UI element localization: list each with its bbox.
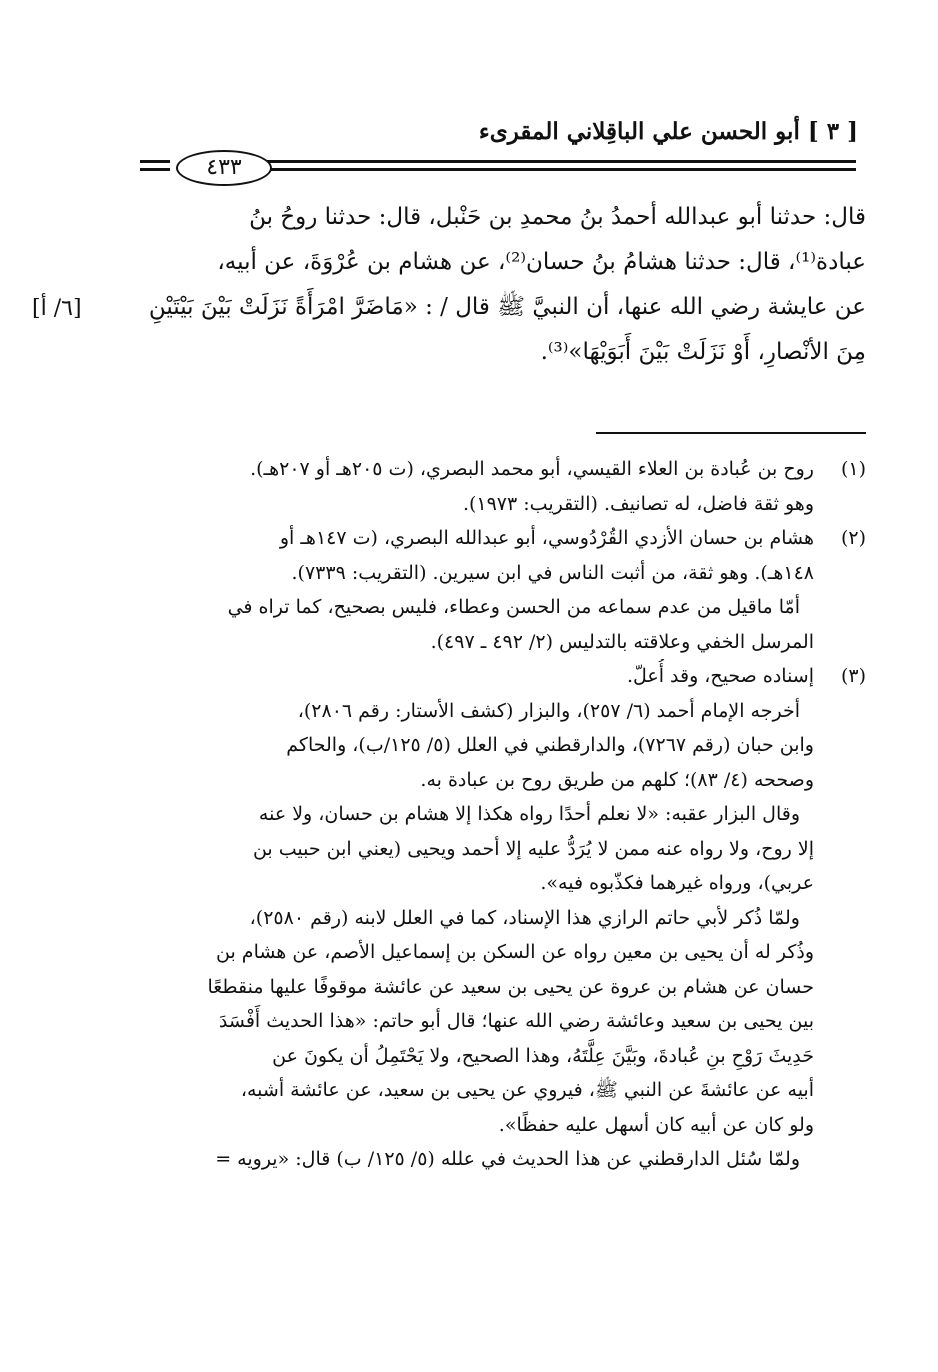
footnote-number: (٢) (840, 527, 866, 549)
footnote (138, 659, 866, 1177)
footnote-line: حسان عن هشام بن عروة عن يحيى بن سعيد عن عائشة موقوفًا عليها منقطعًا (207, 975, 814, 998)
footnote-line: إلا روح، ولا رواه عنه ممن لا يُرَدُّ عليه إلا أحمد ويحيى (يعني ابن حبيب بن (252, 837, 814, 860)
footnote-line: ولو كان عن أبيه كان أسهل عليه حفظًا». (498, 1113, 814, 1136)
footnote-line: ولمّا ذُكر لأبي حاتم الرازي هذا الإسناد، كما في العلل لابنه (رقم ٢٥٨٠)، (249, 906, 800, 929)
footnote-line: وهو ثقة فاضل، له تصانيف. (التقريب: ١٩٧٣). (462, 492, 814, 515)
footnote-number: (٣) (840, 665, 866, 687)
footnote (138, 452, 866, 521)
header-rule-left (140, 160, 170, 163)
running-head: [ ٣ ] أبو الحسن علي الباقِلاني المقرىء (478, 118, 858, 145)
footnote-line: أخرجه الإمام أحمد (٦/ ٢٥٧)، والبزار (كشف الأستار: رقم ٢٨٠٦)، (297, 699, 800, 722)
footnote-line: وصححه (٤/ ٨٣)؛ كلهم من طريق روح بن عبادة به. (420, 768, 814, 791)
main-text (138, 195, 866, 375)
footnotes (138, 452, 866, 1177)
footnote (138, 521, 866, 659)
main-text-line: عبادة⁽¹⁾، قال: حدثنا هشامُ بنُ حسان⁽²⁾، عن هشام بن عُرْوَةَ، عن أبيه، (217, 249, 866, 275)
footnote-separator (596, 432, 866, 434)
footnote-line: أمّا ماقيل من عدم سماعه من الحسن وعطاء، فليس بصحيح، كما تراه في (227, 596, 800, 618)
footnote-line: بين يحيى بن سعيد وعائشة رضي الله عنها؛ قال أبو حاتم: «هذا الحديث أَفْسَدَ (218, 1010, 814, 1032)
footnote-line: المرسل الخفي وعلاقته بالتدليس (٢/ ٤٩٢ ـ ٤٩٧). (430, 630, 814, 653)
header-rule (266, 160, 856, 163)
footnote-line: وقال البزار عقبه: «لا نعلم أحدًا رواه هكذا إلا هشام بن حسان، ولا عنه (258, 803, 800, 825)
footnote-line: ولمّا سُئل الدارقطني عن هذا الحديث في علله (٥/ ١٢٥/ ب) قال: «يرويه = (215, 1148, 800, 1170)
footnote-line: إسناده صحيح، وقد أُعلّ. (626, 665, 814, 687)
main-text-line: مِنَ الأنْصارِ، أَوْ نَزَلَتْ بَيْنَ أَبَوَيْهَا»⁽³⁾. (540, 339, 866, 365)
manuscript-folio-ref: [٦/ أ] (32, 296, 82, 321)
footnote-number: (١) (840, 458, 866, 480)
footnote-line: وابن حبان (رقم ٧٢٦٧)، والدارقطني في العلل (٥/ ١٢٥/ب)، والحاكم (286, 734, 814, 756)
footnote-line: وذُكر له أن يحيى بن معين رواه عن السكن بن إسماعيل الأصم، عن هشام بن (216, 941, 814, 963)
footnote-line: هشام بن حسان الأزدي القُرْدُوسي، أبو عبدالله البصري، (ت ١٤٧هـ أو (279, 527, 814, 549)
page-number: ٤٣٣ (176, 150, 272, 186)
footnote-line: حَدِيثَ رَوْحِ بنِ عُبادةَ، وبَيَّنَ عِلَّتَهُ، وهذا الصحيح، ولا يَحْتَمِلُ أن يكونَ عن (272, 1044, 814, 1067)
header-rule-left (140, 168, 170, 171)
footnote-line: عربي)، ورواه غيرهما فكذّبوه فيه». (540, 872, 814, 894)
footnote-line: أبيه عن عائشةَ عن النبي ﷺ، فيروي عن يحيى بن سعيد، عن عائشة أشبه، (240, 1079, 814, 1101)
footnote-line: ١٤٨هـ). وهو ثقة، من أثبت الناس في ابن سيرين. (التقريب: ٧٣٣٩). (291, 561, 814, 584)
main-text-line: قال: حدثنا أبو عبدالله أحمدُ بنُ محمدِ بن حَنْبل، قال: حدثنا روحُ بنُ (249, 204, 866, 230)
header-rule (266, 168, 856, 171)
footnote-line: روح بن عُبادة بن العلاء القيسي، أبو محمد البصري، (ت ٢٠٥هـ أو ٢٠٧هـ). (250, 458, 814, 480)
main-text-line: عن عايشة رضي الله عنها، أن النبيَّ ﷺ قال / : «مَاضَرَّ امْرَأَةً نَزَلَتْ بَيْنَ بَيْتَيْنِ (148, 294, 866, 320)
